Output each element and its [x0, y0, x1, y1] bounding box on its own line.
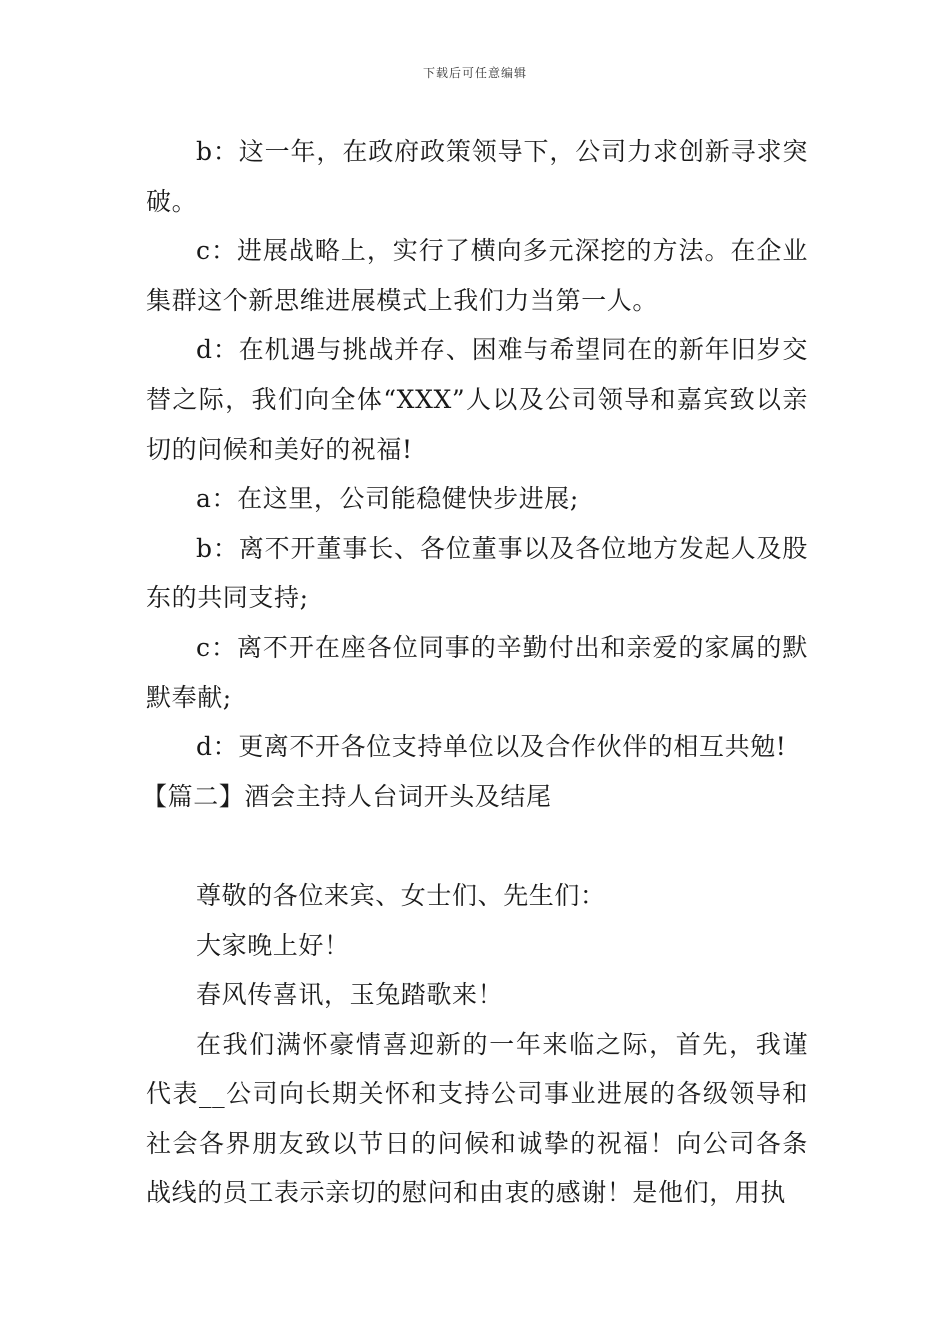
paragraph: d：更离不开各位支持单位以及合作伙伴的相互共勉!	[196, 732, 787, 762]
paragraph: 在我们满怀豪情喜迎新的一年来临之际，首先，我谨代表__公司向长期关怀和支持公司事业进展的各级领导和社会各界朋友致以节日的问候和诚挚的祝福！向公司各条战线的员工表示亲切的慰问和由衷的感谢！是他们，用执	[146, 1029, 808, 1208]
paragraph: 尊敬的各位来宾、女士们、先生们：	[196, 880, 606, 910]
document-body	[142, 127, 808, 1218]
paragraph: c：离不开在座各位同事的辛勤付出和亲爱的家属的默默奉献;	[146, 632, 808, 712]
paragraph: b：这一年，在政府政策领导下，公司力求创新寻求突破。	[146, 137, 808, 216]
paragraph: 春风传喜讯，玉兔踏歌来！	[196, 980, 504, 1010]
section-heading: 【篇二】酒会主持人台词开头及结尾	[142, 781, 552, 811]
paragraph: a：在这里，公司能稳健快步进展;	[196, 484, 579, 514]
paragraph: b：离不开董事长、各位董事以及各位地方发起人及股东的共同支持;	[146, 533, 808, 613]
paragraph: 大家晚上好！	[196, 930, 350, 960]
paragraph: c：进展战略上，实行了横向多元深挖的方法。在企业集群这个新思维进展模式上我们力当第一人。	[146, 236, 808, 315]
paragraph: d：在机遇与挑战并存、困难与希望同在的新年旧岁交替之际，我们向全体“XXX”人以及公司领导和嘉宾致以亲切的问候和美好的祝福!	[146, 335, 808, 464]
blank-line	[146, 821, 808, 871]
page-header: 下载后可任意编辑	[422, 66, 527, 80]
